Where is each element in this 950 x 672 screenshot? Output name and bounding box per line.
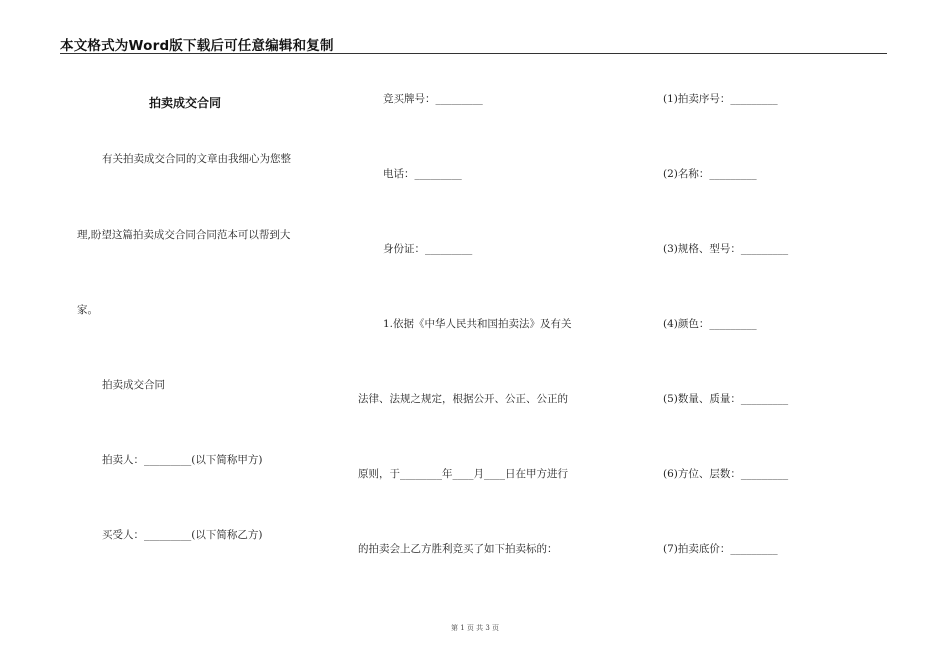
phone-field: 电话：_________ <box>383 168 462 180</box>
item-color: (4)颜色：_________ <box>663 318 757 330</box>
item-quantity-quality: (5)数量、质量：_________ <box>663 393 789 405</box>
page-number-footer: 第 1 页 共 3 页 <box>450 624 500 632</box>
item-position-floor: (6)方位、层数：_________ <box>663 468 789 480</box>
clause-line-4: 的拍卖会上乙方胜利竞买了如下拍卖标的： <box>358 543 558 555</box>
item-name: (2)名称：_________ <box>663 168 757 180</box>
clause-line-3: 原则，于________年____月____日在甲方进行 <box>358 468 568 480</box>
contract-title: 拍卖成交合同 <box>149 96 222 110</box>
contract-subtitle: 拍卖成交合同 <box>102 379 165 391</box>
seller-field: 拍卖人：_________(以下简称甲方) <box>102 454 263 466</box>
intro-line-2: 理,盼望这篇拍卖成交合同合同范本可以帮到大 <box>77 229 291 241</box>
bid-number-field: 竞买牌号：_________ <box>383 93 483 105</box>
item-reserve-price: (7)拍卖底价：_________ <box>663 543 778 555</box>
item-lot-number: (1)拍卖序号：_________ <box>663 93 778 105</box>
clause-line-2: 法律、法规之规定，根据公开、公正、公正的 <box>358 393 568 405</box>
intro-line-1: 有关拍卖成交合同的文章由我细心为您整 <box>102 153 291 165</box>
intro-line-3: 家。 <box>77 304 98 316</box>
item-spec-model: (3)规格、型号：_________ <box>663 243 789 255</box>
id-card-field: 身份证：_________ <box>383 243 473 255</box>
document-header: 本文格式为Word版下载后可任意编辑和复制 <box>60 38 334 54</box>
clause-line-1: 1.依据《中华人民共和国拍卖法》及有关 <box>383 318 572 330</box>
buyer-field: 买受人：_________(以下简称乙方) <box>102 529 263 541</box>
header-divider <box>60 53 887 54</box>
